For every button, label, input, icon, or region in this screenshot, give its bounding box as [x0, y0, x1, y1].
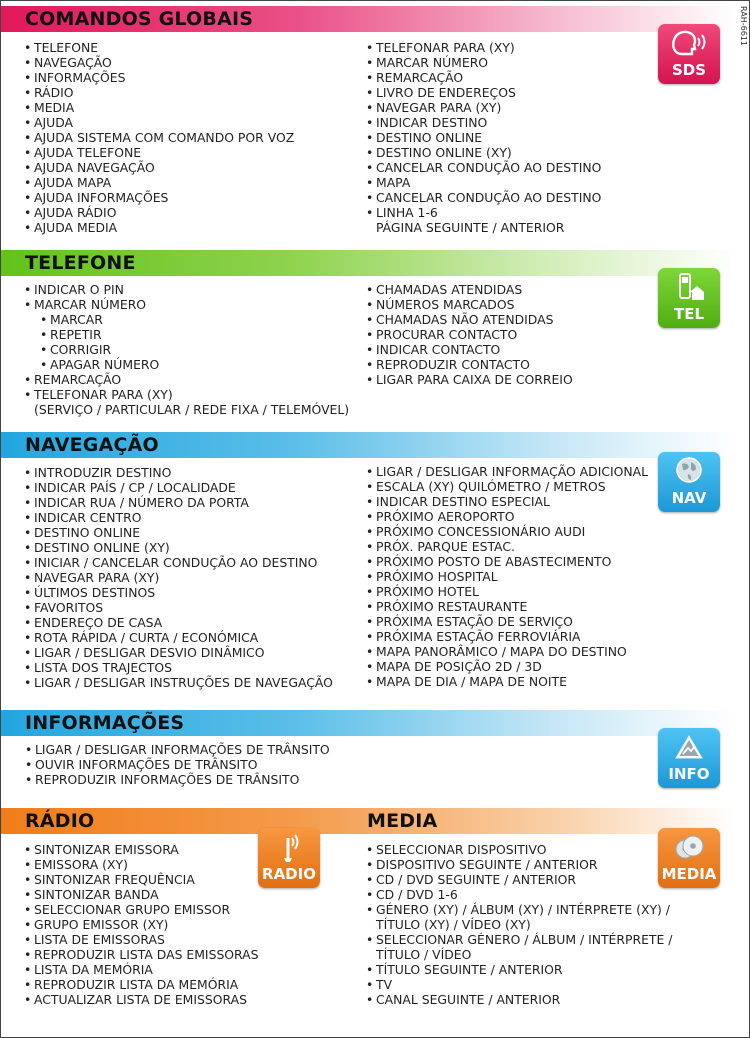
sub-list-item: • MARCAR [24, 312, 349, 327]
list-item: • SELECCIONAR DISPOSITIVO [366, 842, 672, 857]
list-item: • RÁDIO [24, 85, 294, 100]
section-title: INFORMAÇÕES [25, 712, 185, 734]
list-item: • MEDIA [24, 100, 294, 115]
list-item: • AJUDA [24, 115, 294, 130]
info-icon [658, 728, 720, 788]
list-item: • MARCAR NÚMERO [366, 55, 601, 70]
section-header-global [1, 6, 736, 32]
list-item: • PRÓXIMA ESTAÇÃO FERROVIÁRIA [366, 629, 648, 644]
discs-icon [658, 828, 720, 868]
list-item: • LIGAR / DESLIGAR INSTRUÇÕES DE NAVEGAÇÃO [24, 675, 333, 690]
list-item: • INDICAR RUA / NÚMERO DA PORTA [24, 495, 333, 510]
list-item-continuation: PÁGINA SEGUINTE / ANTERIOR [376, 220, 565, 235]
section-header-radio [1, 808, 736, 834]
section-title: TELEFONE [25, 252, 136, 274]
list-item: • INICIAR / CANCELAR CONDUÇÃO AO DESTINO [24, 555, 333, 570]
list-item: • LINHA 1-6 [366, 205, 601, 220]
list-item-continuation: TÍTULO (XY) / VÍDEO (XY) [376, 917, 531, 932]
list-item: • PRÓXIMO CONCESSIONÁRIO AUDI [366, 524, 648, 539]
antenna-icon [258, 828, 320, 868]
list-item: • LIGAR / DESLIGAR INFORMAÇÃO ADICIONAL [366, 464, 648, 479]
list-item-continuation: (SERVIÇO / PARTICULAR / REDE FIXA / TELEMÓVEL) [34, 402, 350, 417]
section-title-media: MEDIA [367, 810, 438, 832]
phone-house-icon [658, 268, 720, 308]
list-item: • REPRODUZIR CONTACTO [366, 357, 573, 372]
telefone-commands-list-left [24, 282, 349, 417]
list-item: • REPRODUZIR INFORMAÇÕES DE TRÂNSITO [25, 772, 330, 787]
list-item: • INDICAR CENTRO [24, 510, 333, 525]
list-item: • INDICAR CONTACTO [366, 342, 573, 357]
list-item: • TELEFONE [24, 40, 294, 55]
icon-label: TEL [673, 305, 705, 323]
list-item: • MAPA [366, 175, 601, 190]
list-item: • LISTA DA MEMÓRIA [24, 962, 259, 977]
list-item: • TELEFONAR PARA (XY) [366, 40, 601, 55]
list-item: • INFORMAÇÕES [24, 70, 294, 85]
traffic-warning-icon [658, 728, 720, 768]
list-item: • CHAMADAS ATENDIDAS [366, 282, 573, 297]
list-item: • PRÓXIMA ESTAÇÃO DE SERVIÇO [366, 614, 648, 629]
list-item: • CANAL SEGUINTE / ANTERIOR [366, 992, 672, 1007]
icon-label: RADIO [262, 865, 316, 883]
list-item: • LISTA DOS TRAJECTOS [24, 660, 333, 675]
list-item: • REMARCAÇÃO [366, 70, 601, 85]
list-item: • SINTONIZAR FREQUÊNCIA [24, 872, 259, 887]
navegacao-commands-list-left [24, 465, 333, 690]
list-item: • LISTA DE EMISSORAS [24, 932, 259, 947]
sub-list-item: • REPETIR [24, 327, 349, 342]
radio-icon [258, 828, 320, 888]
list-item: • ACTUALIZAR LISTA DE EMISSORAS [24, 992, 259, 1007]
list-item: • AJUDA NAVEGAÇÃO [24, 160, 294, 175]
list-item: • NÚMEROS MARCADOS [366, 297, 573, 312]
list-item: • NAVEGAR PARA (XY) [24, 570, 333, 585]
sub-list-item: • APAGAR NÚMERO [24, 357, 349, 372]
list-item: • DESTINO ONLINE [24, 525, 333, 540]
list-item: • TV [366, 977, 672, 992]
list-item: • ROTA RÁPIDA / CURTA / ECONÓMICA [24, 630, 333, 645]
list-item: • PRÓXIMO AEROPORTO [366, 509, 648, 524]
list-item: • LIGAR / DESLIGAR INFORMAÇÕES DE TRÂNSITO [25, 742, 330, 757]
list-item: • FAVORITOS [24, 600, 333, 615]
list-item: • INDICAR DESTINO [366, 115, 601, 130]
list-item: • AJUDA MEDIA [24, 220, 294, 235]
list-item: • DESTINO ONLINE (XY) [366, 145, 601, 160]
list-item: • CANCELAR CONDUÇÃO AO DESTINO [366, 160, 601, 175]
list-item: • MAPA DE POSIÇÃO 2D / 3D [366, 659, 648, 674]
tel-icon [658, 268, 720, 328]
list-item: • NAVEGAÇÃO [24, 55, 294, 70]
list-item: • MAPA DE DIA / MAPA DE NOITE [366, 674, 648, 689]
list-item: • CD / DVD SEGUINTE / ANTERIOR [366, 872, 672, 887]
navegacao-commands-list-right [366, 464, 648, 689]
list-item: • CD / DVD 1-6 [366, 887, 672, 902]
list-item: • MAPA PANORÂMICO / MAPA DO DESTINO [366, 644, 648, 659]
list-item: • NAVEGAR PARA (XY) [366, 100, 601, 115]
list-item: • ESCALA (XY) QUILÓMETRO / METROS [366, 479, 648, 494]
icon-label: SDS [671, 61, 707, 79]
list-item: • ENDEREÇO DE CASA [24, 615, 333, 630]
list-item: • DESTINO ONLINE (XY) [24, 540, 333, 555]
list-item: • CANCELAR CONDUÇÃO AO DESTINO [366, 190, 601, 205]
list-item: • AJUDA SISTEMA COM COMANDO POR VOZ [24, 130, 294, 145]
list-item: • CHAMADAS NÃO ATENDIDAS [366, 312, 573, 327]
globe-icon [658, 452, 720, 492]
list-item: • LIVRO DE ENDEREÇOS [366, 85, 601, 100]
list-item: • INTRODUZIR DESTINO [24, 465, 333, 480]
list-item: • AJUDA TELEFONE [24, 145, 294, 160]
list-item: • PROCURAR CONTACTO [366, 327, 573, 342]
icon-label: MEDIA [661, 865, 717, 883]
list-item: • INDICAR O PIN [24, 282, 349, 297]
section-header-navegacao [1, 432, 736, 458]
list-item: • OUVIR INFORMAÇÕES DE TRÂNSITO [25, 757, 330, 772]
list-item: • PRÓXIMO HOTEL [366, 584, 648, 599]
icon-label: NAV [671, 489, 707, 507]
media-commands-list [366, 842, 672, 1007]
telefone-commands-list-right [366, 282, 573, 387]
list-item: • SINTONIZAR BANDA [24, 887, 259, 902]
list-item: • PRÓXIMO POSTO DE ABASTECIMENTO [366, 554, 648, 569]
speech-head-icon [658, 24, 720, 64]
section-title: RÁDIO [25, 810, 95, 832]
global-commands-list-right [366, 40, 601, 235]
list-item: • REPRODUZIR LISTA DA MEMÓRIA [24, 977, 259, 992]
media-icon [658, 828, 720, 888]
list-item: • DESTINO ONLINE [366, 130, 601, 145]
list-item-continuation: TÍTULO / VÍDEO [376, 947, 472, 962]
section-title: COMANDOS GLOBAIS [25, 8, 254, 30]
list-item: • GRUPO EMISSOR (XY) [24, 917, 259, 932]
list-item: • SELECCIONAR GÉNERO / ÁLBUM / INTÉRPRETE / [366, 932, 672, 947]
sds-icon [658, 24, 720, 84]
list-item: • EMISSORA (XY) [24, 857, 259, 872]
list-item: • SINTONIZAR EMISSORA [24, 842, 259, 857]
list-item: • PRÓXIMO RESTAURANTE [366, 599, 648, 614]
section-header-informacoes [1, 710, 736, 736]
list-item: • SELECCIONAR GRUPO EMISSOR [24, 902, 259, 917]
reference-code: RAH-6611 [739, 6, 748, 46]
global-commands-list-left [24, 40, 294, 235]
sub-list-item: • CORRIGIR [24, 342, 349, 357]
section-title: NAVEGAÇÃO [25, 434, 159, 456]
list-item: • REMARCAÇÃO [24, 372, 349, 387]
list-item: • ÚLTIMOS DESTINOS [24, 585, 333, 600]
list-item: • DISPOSITIVO SEGUINTE / ANTERIOR [366, 857, 672, 872]
list-item: • AJUDA MAPA [24, 175, 294, 190]
list-item: • LIGAR / DESLIGAR DESVIO DINÂMICO [24, 645, 333, 660]
radio-commands-list [24, 842, 259, 1007]
nav-icon [658, 452, 720, 512]
list-item: • INDICAR PAÍS / CP / LOCALIDADE [24, 480, 333, 495]
list-item: • PRÓXIMO HOSPITAL [366, 569, 648, 584]
informacoes-commands-list [25, 742, 330, 787]
list-item: • LIGAR PARA CAIXA DE CORREIO [366, 372, 573, 387]
list-item: • AJUDA RÁDIO [24, 205, 294, 220]
list-item: • REPRODUZIR LISTA DAS EMISSORAS [24, 947, 259, 962]
list-item: • AJUDA INFORMAÇÕES [24, 190, 294, 205]
icon-label: INFO [668, 765, 710, 783]
list-item: • MARCAR NÚMERO [24, 297, 349, 312]
list-item: • PRÓX. PARQUE ESTAC. [366, 539, 648, 554]
list-item: • TELEFONAR PARA (XY) [24, 387, 349, 402]
list-item: • TÍTULO SEGUINTE / ANTERIOR [366, 962, 672, 977]
section-header-telefone [1, 250, 736, 276]
list-item: • INDICAR DESTINO ESPECIAL [366, 494, 648, 509]
list-item: • GÉNERO (XY) / ÁLBUM (XY) / INTÉRPRETE (XY) / [366, 902, 672, 917]
